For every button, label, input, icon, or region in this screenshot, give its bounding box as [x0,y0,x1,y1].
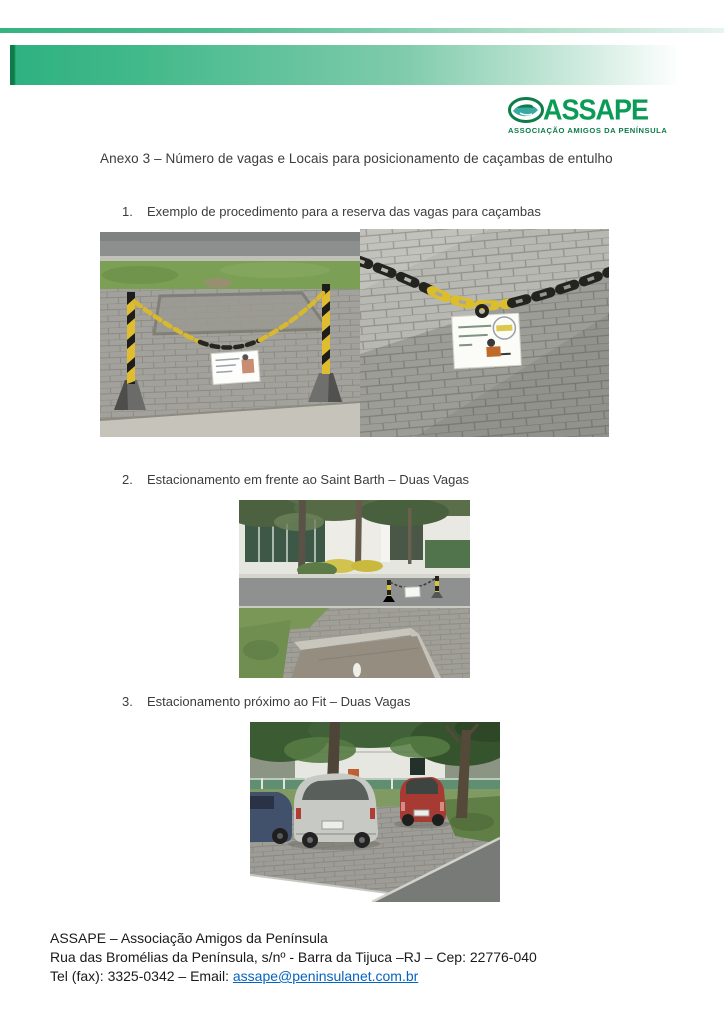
logo-title: ASSAPE [543,94,649,126]
footer-line-3 [50,967,650,986]
chain-sign-closeup-photo [360,229,609,437]
email-link[interactable]: assape@peninsulanet.com.br [232,968,419,984]
list-item-1 [122,204,541,219]
header-gradient-bar [10,45,724,85]
fit-parking-cars-photo [250,722,500,902]
assape-logo [508,96,672,135]
item-number: 1. [122,204,133,219]
footer-line-1: ASSAPE – Associação Amigos da Península [50,930,328,946]
logo-subtitle: ASSOCIAÇÃO AMIGOS DA PENÍNSULA [508,126,668,135]
list-item-2 [122,472,469,487]
footer-tel-label: Tel (fax): 3325-0342 – Email: [50,968,233,984]
globe-oval-icon [508,97,545,124]
saint-barth-parking-photo [239,500,470,678]
reserved-spot-posts-chain-photo [100,232,360,437]
header-accent-line [0,28,724,33]
item-text: Exemplo de procedimento para a reserva das vagas para caçambas [147,204,541,219]
item-number: 2. [122,472,133,487]
page-title: Anexo 3 – Número de vagas e Locais para posicionamento de caçambas de entulho [100,151,613,166]
footer-contact-block [50,929,650,986]
list-item-3 [122,694,411,709]
item-text: Estacionamento em frente ao Saint Barth – Duas Vagas [147,472,470,487]
item-text: Estacionamento próximo ao Fit – Duas Vagas [147,694,411,709]
item-number: 3. [122,694,133,709]
footer-line-2: Rua das Bromélias da Península, s/nº - Barra da Tijuca –RJ – Cep: 22776-040 [50,949,537,965]
